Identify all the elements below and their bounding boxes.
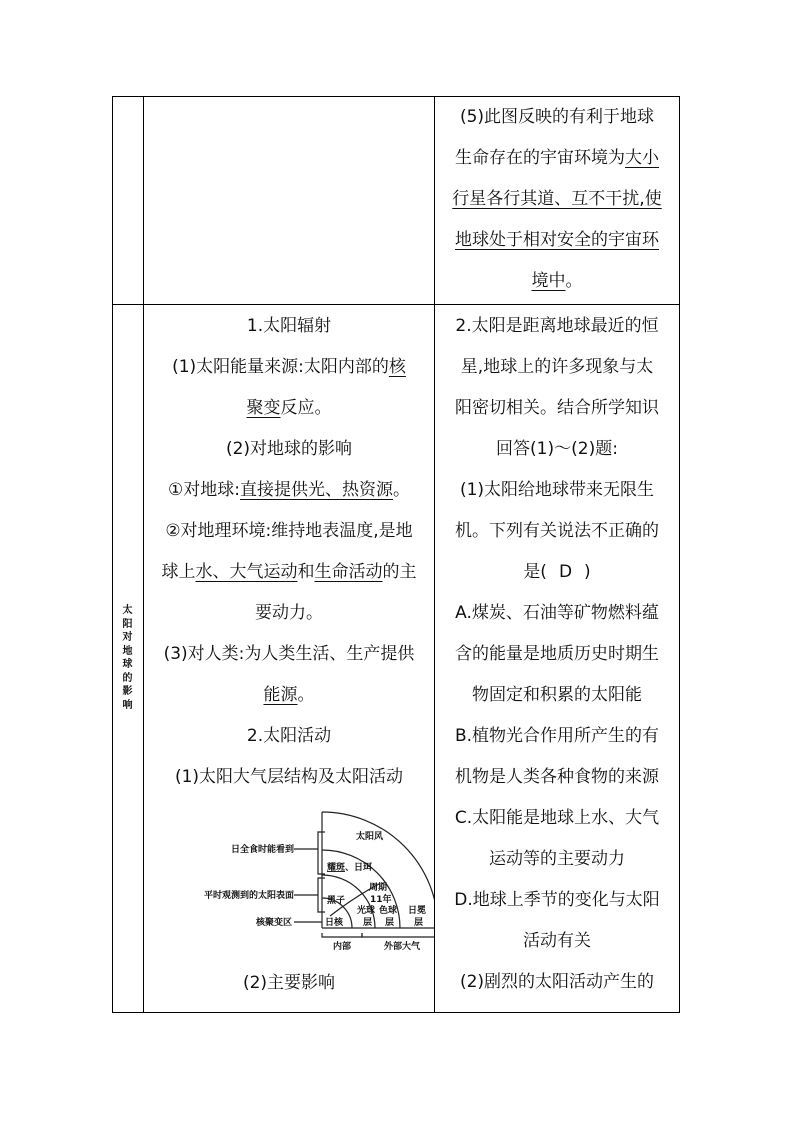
label-sunspot: 黑子 xyxy=(327,896,346,906)
text-span: (2)主要影响 xyxy=(242,973,336,993)
label-solar-wind: 太阳风 xyxy=(356,832,384,842)
label-normal-surface: 平时观测到的太阳表面 xyxy=(203,891,294,901)
label-period-a: 周期 xyxy=(369,883,388,893)
text-span: 1.太阳辐射 xyxy=(246,316,332,336)
row1-right-cell xyxy=(435,96,679,304)
label-photosphere-a: 光球 xyxy=(357,906,376,916)
question-1-line: (1)太阳给地球带来无限生 xyxy=(459,480,655,500)
label-chromosphere-b: 层 xyxy=(385,918,395,928)
text-line xyxy=(144,388,434,429)
text-line xyxy=(144,593,434,634)
text-span: 和 xyxy=(297,562,315,582)
text-line xyxy=(435,220,679,261)
option-a-line: 物固定和积累的太阳能 xyxy=(472,685,642,705)
option-b-line: B.植物光合作用所产生的有 xyxy=(454,726,660,746)
text-span: 。 xyxy=(392,480,410,500)
side-char: 太 xyxy=(122,605,133,616)
row2-side-label xyxy=(112,604,143,712)
question-intro-line: 阳密切相关。结合所学知识 xyxy=(455,398,659,418)
heading-solar-radiation xyxy=(144,306,434,347)
question-intro-line: 星,地球上的许多现象与太 xyxy=(460,357,654,377)
text-span: (2)对地球的影响 xyxy=(225,439,353,459)
text-span: (1)太阳能量来源:太阳内部的 xyxy=(172,357,389,377)
side-char: 对 xyxy=(122,632,133,643)
option-d-line: D.地球上季节的变化与太阳 xyxy=(454,890,660,910)
row2-middle-cell xyxy=(144,305,434,1012)
text-line xyxy=(144,552,434,593)
question-intro-line: 回答(1)～(2)题: xyxy=(496,439,618,459)
text-span: 是( xyxy=(523,562,547,582)
text-line xyxy=(435,179,679,220)
text-line xyxy=(144,511,434,552)
side-char: 球 xyxy=(122,659,133,670)
question-intro-line: 2.太阳是距离地球最近的恒 xyxy=(455,316,659,336)
side-char: 影 xyxy=(122,686,133,697)
label-core: 日核 xyxy=(325,918,344,928)
chromosphere-arc xyxy=(322,850,400,928)
side-char: 地 xyxy=(122,645,133,657)
text-span: 2.太阳活动 xyxy=(246,726,332,746)
content-table xyxy=(112,96,680,1013)
answer-underline: 核 xyxy=(388,357,406,377)
option-c-line: C.太阳能是地球上水、大气 xyxy=(454,808,660,828)
text-span: ) xyxy=(584,562,591,582)
answer-underline: 地球处于相对安全的宇宙环 xyxy=(455,230,659,250)
outer-bracket xyxy=(362,933,434,937)
label-flare xyxy=(327,861,373,873)
subheading-earth-effects xyxy=(144,429,434,470)
text-span: ①对地球: xyxy=(168,480,240,500)
text-line xyxy=(144,347,434,388)
question-1-line: 机。下列有关说法不正确的 xyxy=(455,521,659,541)
text-line xyxy=(435,97,679,138)
option-c-line: 运动等的主要动力 xyxy=(489,849,625,869)
side-char: 响 xyxy=(122,699,133,711)
text-span: 。 xyxy=(565,271,583,291)
question-1-answer: D xyxy=(558,562,573,582)
inner-bracket xyxy=(322,933,362,937)
text-span: (1)太阳大气层结构及太阳活动 xyxy=(174,767,404,787)
row2-right-cell xyxy=(435,305,679,1012)
label-inner: 内部 xyxy=(332,942,352,952)
label-total-eclipse: 日全食时能看到 xyxy=(230,845,294,855)
answer-underline: 聚变 xyxy=(246,398,281,418)
text-span: 反应。 xyxy=(280,398,332,418)
side-char: 的 xyxy=(122,672,133,684)
answer-underline: 水、大气运动 xyxy=(195,562,298,582)
label-corona-b: 层 xyxy=(414,918,424,928)
label-flare-b: 、日珥 xyxy=(345,863,373,873)
heading-solar-activity xyxy=(144,716,434,757)
answer-underline: 生命活动 xyxy=(314,562,383,582)
answer-underline: 直接提供光、热资源 xyxy=(239,480,393,500)
option-a-line: 含的能量是地质历史时期生 xyxy=(455,644,659,664)
question-2-line: (2)剧烈的太阳活动产生的 xyxy=(459,972,655,992)
answer-underline: 大小 xyxy=(625,148,659,168)
text-span: (3)对人类:为人类生活、生产提供 xyxy=(163,644,415,664)
table-border-left xyxy=(112,96,113,1013)
side-char: 阳 xyxy=(122,618,133,630)
label-outer-atmosphere: 外部大气 xyxy=(383,942,421,952)
text-span: (5)此图反映的有利于地球 xyxy=(459,107,655,127)
option-d-line: 活动有关 xyxy=(523,931,591,951)
text-line xyxy=(144,634,434,675)
label-fusion-zone: 核聚变区 xyxy=(255,918,292,928)
text-span: 的主 xyxy=(382,562,417,582)
label-flare-a: 耀斑 xyxy=(327,863,346,873)
text-line xyxy=(144,470,434,511)
label-photosphere-b: 层 xyxy=(363,918,373,928)
table-border-right xyxy=(679,96,680,1013)
text-span: 要动力。 xyxy=(255,603,323,623)
table-border-bottom xyxy=(112,1012,680,1013)
text-line xyxy=(144,675,434,716)
text-span: 。 xyxy=(297,685,315,705)
solar-structure-diagram xyxy=(144,798,434,968)
subheading-main-effects xyxy=(144,963,434,1004)
answer-underline: 境中 xyxy=(531,271,566,291)
option-a-line: A.煤炭、石油等矿物燃料蕴 xyxy=(455,603,659,623)
text-span: 球上 xyxy=(161,562,196,582)
text-span: ②对地理环境:维持地表温度,是地 xyxy=(165,521,413,541)
answer-underline: 能源 xyxy=(263,685,298,705)
question-1-answer-line xyxy=(435,552,679,593)
text-line xyxy=(435,261,679,302)
subheading-atmosphere xyxy=(144,757,434,798)
answer-underline: 行星各行其道、互不干扰,使 xyxy=(452,189,662,209)
label-chromosphere-a: 色球 xyxy=(379,906,398,916)
option-b-line: 机物是人类各种食物的来源 xyxy=(455,767,659,787)
text-line xyxy=(435,138,679,179)
label-corona-a: 日冕 xyxy=(408,906,427,916)
text-span: 生命存在的宇宙环境为 xyxy=(455,148,625,168)
label-period-b: 11年 xyxy=(370,895,392,905)
